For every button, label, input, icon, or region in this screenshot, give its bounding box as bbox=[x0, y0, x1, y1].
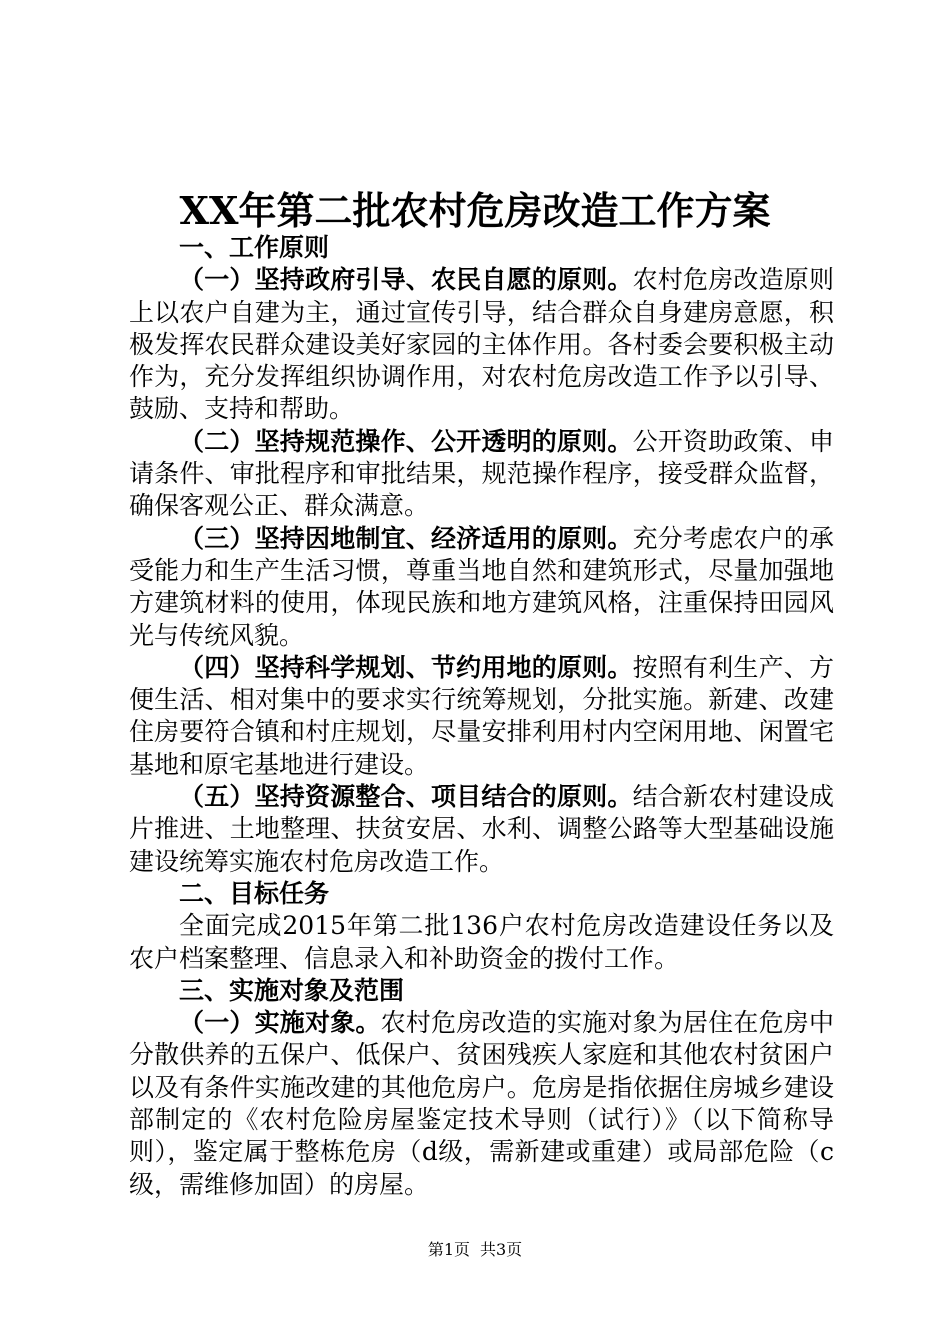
paragraph-lead: （四）坚持科学规划、节约用地的原则。 bbox=[179, 652, 633, 682]
paragraph-lead: （三）坚持因地制宜、经济适用的原则。 bbox=[179, 523, 633, 553]
paragraph bbox=[129, 264, 834, 425]
paragraph bbox=[129, 910, 834, 975]
paragraph-text: 全面完成2015年第二批136户农村危房改造建设任务以及农户档案整理、信息录入和补助资金的拨付工作。 bbox=[129, 911, 834, 973]
section-heading-goals: 二、目标任务 bbox=[179, 878, 330, 908]
paragraph bbox=[129, 781, 834, 878]
paragraph-text: 结合新农村建设成片推进、土地整理、扶贫安居、水利、调整公路等大型基础设施建设统筹实施农村危房改造工作。 bbox=[129, 782, 834, 876]
paragraph bbox=[129, 652, 834, 781]
page-total: 共3页 bbox=[480, 1240, 523, 1259]
document-body bbox=[129, 232, 834, 1201]
paragraph-text: 农村危房改造原则上以农户自建为主，通过宣传引导，结合群众自身建房意愿，积极发挥农民群众建设美好家园的主体作用。各村委会要积极主动作为，充分发挥组织协调作用，对农村危房改造工作予以引导、鼓励、支持和帮助。 bbox=[129, 265, 834, 424]
paragraph bbox=[129, 523, 834, 652]
section-heading-principles: 一、工作原则 bbox=[179, 233, 330, 262]
paragraph-text: 按照有利生产、方便生活、相对集中的要求实行统筹规划，分批实施。新建、改建住房要符合镇和村庄规划，尽量安排利用村内空闲用地、闲置宅基地和原宅基地进行建设。 bbox=[129, 652, 834, 779]
paragraph-text: 充分考虑农户的承受能力和生产生活习惯，尊重当地自然和建筑形式，尽量加强地方建筑材料的使用，体现民族和地方建筑风格，注重保持田园风光与传统风貌。 bbox=[129, 523, 834, 650]
paragraph-text: 公开资助政策、申请条件、审批程序和审批结果，规范操作程序，接受群众监督，确保客观公正、群众满意。 bbox=[129, 426, 834, 521]
paragraph-lead: （二）坚持规范操作、公开透明的原则。 bbox=[179, 426, 633, 456]
paragraph bbox=[129, 426, 834, 523]
document-title: XX年第二批农村危房改造工作方案 bbox=[179, 188, 771, 233]
paragraph-text: 农村危房改造的实施对象为居住在危房中分散供养的五保户、低保户、贫困残疾人家庭和其他农村贫困户以及有条件实施改建的其他危房户。危房是指依据住房城乡建设部制定的《农村危险房屋鉴定技术导则（试行）》（以下简称导则），鉴定属于整栋危房（d级，需新建或重建）或局部危险（c级，需维修加固）的房屋。 bbox=[129, 1008, 834, 1199]
page-footer bbox=[0, 1240, 950, 1260]
paragraph-lead: （一）坚持政府引导、农民自愿的原则。 bbox=[179, 265, 633, 295]
section-heading-scope: 三、实施对象及范围 bbox=[179, 975, 405, 1005]
paragraph-lead: （五）坚持资源整合、项目结合的原则。 bbox=[179, 782, 633, 812]
paragraph-lead: （一）实施对象。 bbox=[179, 1008, 381, 1038]
page-number: 第1页 bbox=[427, 1240, 470, 1259]
paragraph bbox=[129, 1007, 834, 1201]
